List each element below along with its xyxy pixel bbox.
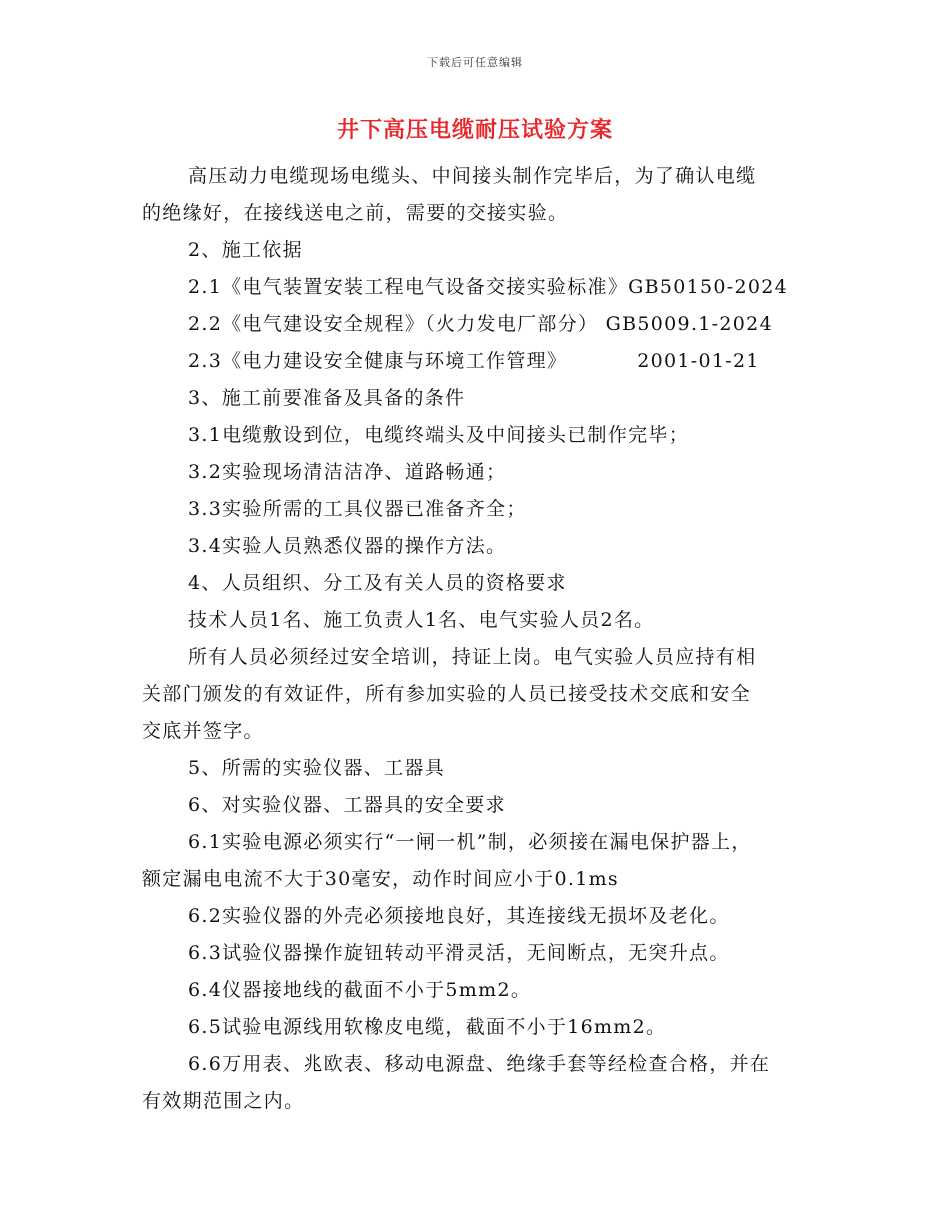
section-3-2: 3.2实验现场清洁洁净、道路畅通； [188,461,507,483]
section-3-4: 3.4实验人员熟悉仪器的操作方法。 [188,535,507,557]
section-6-4: 6.4仪器接地线的截面不小于5mm2。 [188,979,532,1001]
section-3-1: 3.1电缆敷设到位，电缆终端头及中间接头已制作完毕； [188,424,690,446]
section-6-1-line: 额定漏电电流不大于30毫安，动作时间应小于0.1ms [142,868,619,890]
section-6-heading: 6、对实验仪器、工器具的安全要求 [188,794,506,816]
section-6-2: 6.2实验仪器的外壳必须接地良好，其连接线无损坏及老化。 [188,905,730,927]
section-4-requirement-line: 关部门颁发的有效证件，所有参加实验的人员已接受技术交底和安全 [142,683,752,705]
section-4-heading: 4、人员组织、分工及有关人员的资格要求 [188,572,567,594]
header-note: 下载后可任意编辑 [427,56,523,69]
section-2-3-date: 2001-01-21 [637,350,760,372]
section-2-heading: 2、施工依据 [188,239,303,261]
section-2-3-name: 2.3《电力建设安全健康与环境工作管理》 [188,350,568,372]
section-3-heading: 3、施工前要准备及具备的条件 [188,387,466,409]
section-6-6-line: 有效期范围之内。 [142,1090,305,1112]
intro-paragraph-line: 高压动力电缆现场电缆头、中间接头制作完毕后，为了确认电缆 [188,165,757,187]
section-4-staff: 技术人员1名、施工负责人1名、电气实验人员2名。 [188,609,655,631]
section-4-requirement-line: 所有人员必须经过安全培训，持证上岗。电气实验人员应持有相 [188,646,757,668]
section-4-requirement-line: 交底并签字。 [142,720,264,742]
section-6-6-line: 6.6万用表、兆欧表、移动电源盘、绝缘手套等经检查合格，并在 [188,1053,771,1075]
intro-paragraph-line: 的绝缘好，在接线送电之前，需要的交接实验。 [142,202,569,224]
section-2-1: 2.1《电气装置安装工程电气设备交接实验标准》GB50150-2024 [188,276,789,298]
document-body [142,158,812,1120]
section-2-3 [142,343,812,380]
section-5-heading: 5、所需的实验仪器、工器具 [188,757,445,779]
section-2-2: 2.2《电气建设安全规程》（火力发电厂部分） GB5009.1-2024 [188,313,773,335]
section-6-1-line: 6.1实验电源必须实行“一闸一机”制，必须接在漏电保护器上， [188,831,752,853]
section-6-3: 6.3试验仪器操作旋钮转动平滑灵活，无间断点，无突升点。 [188,942,730,964]
document-title: 井下高压电缆耐压试验方案 [336,118,613,143]
section-6-5: 6.5试验电源线用软橡皮电缆，截面不小于16mm2。 [188,1016,667,1038]
section-3-3: 3.3实验所需的工具仪器已准备齐全； [188,498,527,520]
